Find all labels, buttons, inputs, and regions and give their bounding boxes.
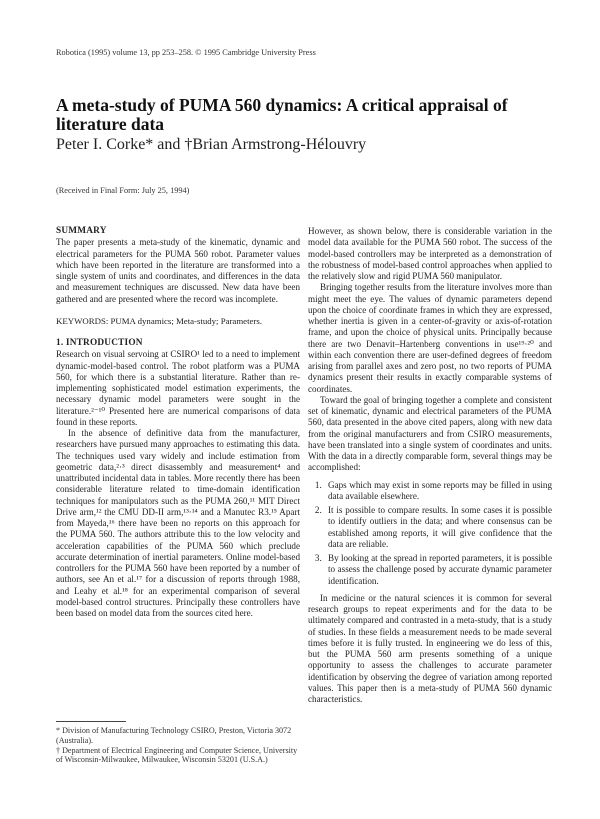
right-column	[308, 226, 552, 705]
accomplishment-list	[308, 480, 552, 587]
keywords-line: KEYWORDS: PUMA dynamics; Meta-study; Parameters.	[56, 315, 262, 326]
footnotes	[56, 726, 300, 765]
right-paragraph-1: However, as shown below, there is considerable variation in the model data available for the PUMA 560 robot. The success of the model-based controllers may be interpreted as a demonstration of the robustness of model-based control approaches when applied to the relatively slow and rigid PUMA 560 manipulator.	[308, 226, 552, 281]
footnote-2: † Department of Electrical Engineering and Computer Science, University of Wisconsin-Milwaukee, Milwaukee, Wisconsin 53201 (U.S.A.)	[56, 745, 298, 765]
introduction-heading: 1. INTRODUCTION	[56, 338, 143, 348]
summary-text: The paper presents a meta-study of the kinematic, dynamic and electrical parameters for the PUMA 560 robot. Parameter values which have been reported in the literature are transformed into a single system of units and coordinates, and differences in the data and measurement techniques are discussed. New data have been gathered and are presented where the record was incomplete.	[56, 237, 300, 304]
paper-title: A meta-study of PUMA 560 dynamics: A critical appraisal of literature data	[56, 95, 508, 134]
intro-paragraph-2: In the absence of definitive data from the manufacturer, researchers have pursued many approaches to estimating this data. The techniques used vary widely and include estimation from geometric data,²·³ direct disassembly and measurement⁴ and unattributed incidental data in tables. More recently there has been considerable literature related to time-domain identification techniques for manipulators such as the PUMA 260,¹¹ MIT Direct Drive arm,¹² the CMU DD-II arm,¹³·¹⁴ and a Manutec R3.¹⁵ Apart from Mayeda,¹⁶ there have been no reports on this approach for the PUMA 560. The authors attribute this to the low velocity and acceleration capabilities of the PUMA 560 which preclude accurate determination of inertial parameters. Online model-based controllers for the PUMA 560 have been reported by a number of authors, see An et al.¹⁷ for a discussion of reports through 1988, and Leahy et al.¹⁸ for an experimental comparison of several model-based control structures. Principally these controllers have been based on model data from the sources cited here.	[56, 428, 300, 618]
right-paragraph-3: Toward the goal of bringing together a complete and consistent set of kinematic, dynamic and electrical parameters of the PUMA 560, data presented in the above cited papers, along with new data from the original manufacturers and from CSIRO measurements, have been translated into a single system of coordinates and units. With the data in a directly comparable form, several things may be accomplished:	[308, 394, 552, 473]
journal-citation: Robotica (1995) volume 13, pp 253–258. © 1995 Cambridge University Press	[56, 48, 316, 57]
right-paragraph-4: In medicine or the natural sciences it is common for several research groups to repeat experiments and for the data to be ultimately compared and contrasted in a meta-study, that is a study of studies. In these fields a measurement needs to be made several times before it is fully trusted. In engineering we do less of this, but the PUMA 560 arm presents something of a unique opportunity to assess the challenges to accurate parameter identification by observing the degree of variation among reported values. This paper then is a meta-study of PUMA 560 dynamic characteristics.	[308, 592, 552, 704]
intro-paragraph-1: Research on visual servoing at CSIRO¹ led to a need to implement dynamic-model-based control. The robot platform was a PUMA 560, for which there is a substantial literature. Rather than re-implementing sophisticated model estimation experiments, the necessary dynamic model parameters were sought in the literature.²⁻¹⁰ Presented here are numerical comparisons of data found in these reports.	[56, 349, 300, 427]
left-column	[56, 226, 300, 619]
right-paragraph-2: Bringing together results from the literature involves more than might meet the eye. The values of dynamic parameters depend upon the choice of coordinate frames in which they are expressed, whether inertia is given in a center-of-gravity or axis-of-rotation frame, and upon the choice of physical units. Principally because there are two Denavit–Hartenberg conventions in use¹⁹·²⁰ and within each convention there are user-defined degrees of freedom arising from parallel axes and zero post, no two reports of PUMA dynamics present their results in exactly comparable systems of coordinates.	[308, 282, 552, 394]
summary-heading: SUMMARY	[56, 226, 107, 236]
received-date: (Received in Final Form: July 25, 1994)	[56, 186, 190, 195]
list-item: 3. By looking at the spread in reported parameters, it is possible to assess the challenge posed by accurate dynamic parameter identification.	[324, 553, 552, 587]
paper-authors: Peter I. Corke* and †Brian Armstrong-Hélouvry	[56, 136, 367, 153]
list-item: 2. It is possible to compare results. In some cases it is possible to identify outliers in the data; and where consensus can be established among reports, it will give confidence that the data are reliable.	[324, 505, 552, 550]
list-item: 1. Gaps which may exist in some reports may be filled in using data available elsewhere.	[324, 480, 552, 503]
footnote-rule	[56, 721, 126, 722]
footnote-1: * Division of Manufacturing Technology CSIRO, Preston, Victoria 3072 (Australia).	[56, 726, 292, 745]
